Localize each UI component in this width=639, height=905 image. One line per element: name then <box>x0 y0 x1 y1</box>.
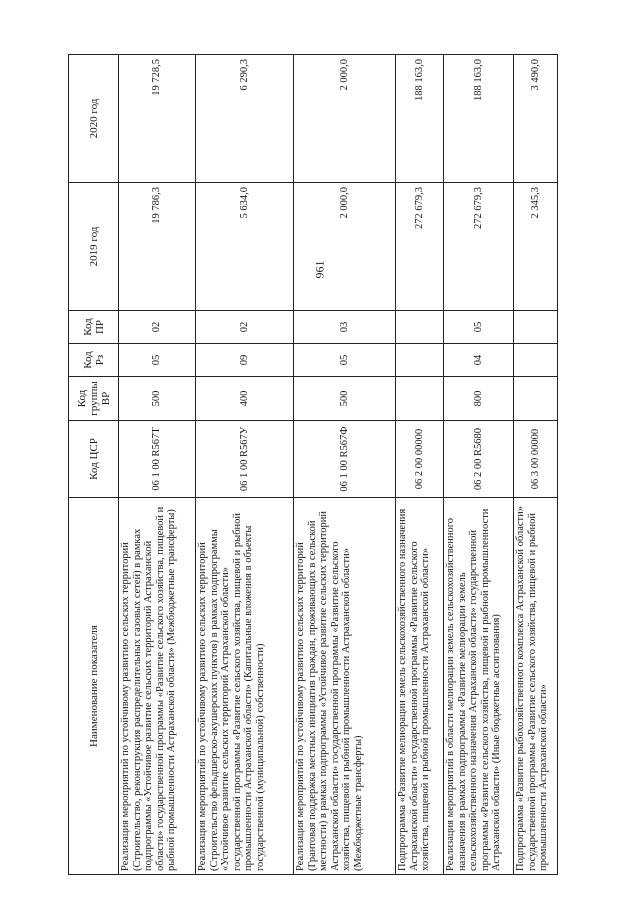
table-row <box>294 55 396 875</box>
header-name: Наименование показателя <box>69 498 119 875</box>
cell-pr <box>396 311 444 344</box>
cell-vr: 400 <box>196 377 294 421</box>
cell-rz: 05 <box>119 344 196 377</box>
cell-name: Подпрограмма «Развитие рыбохозяйственного комплекса Астраханской области» государственной программы «Развитие сельского хозяйства, пищевой и рыбной промышленности Астраханской области» <box>514 498 558 875</box>
cell-csr: 06 3 00 00000 <box>514 421 558 498</box>
table-row <box>396 55 444 875</box>
cell-2020: 3 490,0 <box>514 55 558 183</box>
header-pr: Код ПР <box>69 311 119 344</box>
cell-2019: 272 679,3 <box>396 183 444 311</box>
cell-csr: 06 2 00 R5680 <box>444 421 514 498</box>
cell-name: Подпрограмма «Развитие мелиорации земель сельскохозяйственного назначения Астраханской области» государственной программы «Развитие сельского хозяйства, пищевой и рыбной промышленности Астраханской области» <box>396 498 444 875</box>
cell-2019: 5 634,0 <box>196 183 294 311</box>
cell-name: Реализация мероприятий в области мелиорации земель сельскохозяйственного назначения в рамках подпрограммы «Развитие мелиорации земель сельскохозяйственного назначения Астраханской области» государственной программы «Развитие сельского хозяйства, пищевой и рыбной промышленности Астраханской области» (Иные бюджетные ассигнования) <box>444 498 514 875</box>
cell-2019: 2 345,3 <box>514 183 558 311</box>
table-row <box>444 55 514 875</box>
table-row <box>196 55 294 875</box>
cell-rz: 09 <box>196 344 294 377</box>
page-number: 961 <box>312 260 327 279</box>
budget-table-container <box>68 55 558 875</box>
header-csr: Код ЦСР <box>69 421 119 498</box>
cell-2019: 19 786,3 <box>119 183 196 311</box>
table-header-row <box>69 55 119 875</box>
cell-pr: 02 <box>119 311 196 344</box>
cell-rz <box>396 344 444 377</box>
cell-2019: 272 679,3 <box>444 183 514 311</box>
cell-2020: 2 000,0 <box>294 55 396 183</box>
cell-name: Реализация мероприятий по устойчивому развитию сельских территорий (Грантовая поддержка местных инициатив граждан, проживающих в сельской местности) в рамках подпрограммы «Устойчивое развитие сельских территорий Астраханской области» государственной программы «Развитие сельского хозяйства, пищевой и рыбной промышленности Астраханской области» (Межбюджетные трансферты) <box>294 498 396 875</box>
cell-name: Реализация мероприятий по устойчивому развитию сельских территорий (Строительство, реконструкция распределительных газовых сетей) в рамках подпрограммы «Устойчивое развитие сельских территорий Астраханской области» государственной программы «Развитие сельского хозяйства, пищевой и рыбной промышленности Астраханской области» (Межбюджетные трансферты) <box>119 498 196 875</box>
header-2020: 2020 год <box>69 55 119 183</box>
cell-vr <box>514 377 558 421</box>
cell-csr: 06 2 00 00000 <box>396 421 444 498</box>
cell-pr: 03 <box>294 311 396 344</box>
cell-vr: 800 <box>444 377 514 421</box>
cell-pr: 02 <box>196 311 294 344</box>
cell-rz <box>514 344 558 377</box>
cell-rz: 04 <box>444 344 514 377</box>
cell-pr: 05 <box>444 311 514 344</box>
cell-vr <box>396 377 444 421</box>
cell-vr: 500 <box>119 377 196 421</box>
cell-pr <box>514 311 558 344</box>
cell-csr: 06 1 00 R567Ф <box>294 421 396 498</box>
header-2019: 2019 год <box>69 183 119 311</box>
cell-rz: 05 <box>294 344 396 377</box>
cell-vr: 500 <box>294 377 396 421</box>
cell-2020: 188 163,0 <box>396 55 444 183</box>
cell-2020: 6 290,3 <box>196 55 294 183</box>
cell-name: Реализация мероприятий по устойчивому развитию сельских территорий (Строительство фельдшерско-акушерских пунктов) в рамках подпрограммы «Устойчивое развитие сельских территорий Астраханской области» государственной программы «Развитие сельского хозяйства, пищевой и рыбной промышленности Астраханской области» (Капитальные вложения в объекты государственной (муниципальной) собственности) <box>196 498 294 875</box>
header-vr: Код группы ВР <box>69 377 119 421</box>
cell-csr: 06 1 00 R567Т <box>119 421 196 498</box>
cell-csr: 06 1 00 R567У <box>196 421 294 498</box>
cell-2019: 2 000,0 <box>294 183 396 311</box>
header-rz: Код Рз <box>69 344 119 377</box>
table-row <box>514 55 558 875</box>
budget-table <box>68 54 558 875</box>
table-row <box>119 55 196 875</box>
cell-2020: 19 728,5 <box>119 55 196 183</box>
cell-2020: 188 163,0 <box>444 55 514 183</box>
